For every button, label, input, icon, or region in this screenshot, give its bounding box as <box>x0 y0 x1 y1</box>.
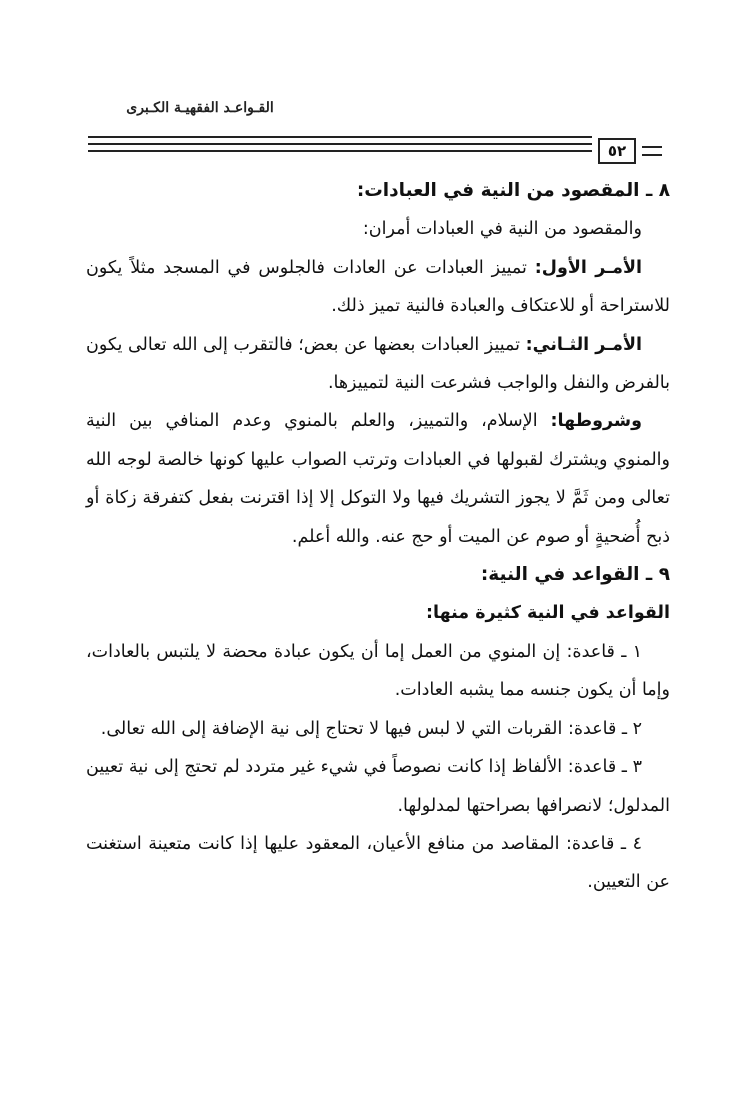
first-matter-paragraph <box>86 249 670 326</box>
rule-text: القربات التي لا لبس فيها لا تحتاج إلى نية الإضافة إلى الله تعالى. <box>100 718 563 739</box>
header-rule <box>88 143 592 145</box>
rule-paragraph <box>86 748 670 825</box>
rule-paragraph <box>86 825 670 902</box>
section-8-intro: والمقصود من النية في العبادات أمران: <box>362 219 642 240</box>
header-rule <box>88 136 592 138</box>
rule-text: المقاصد من منافع الأعيان، المعقود عليها إذا كانت متعينة استغنت عن التعيين. <box>86 833 670 893</box>
first-matter-label: الأمـر الأول: <box>534 257 642 278</box>
rule-text: إن المنوي من العمل إما أن يكون عبادة محضة لا يلتبس بالعادات، وإما أن يكون جنسه مما يشبه العادات. <box>86 641 670 701</box>
section-9-heading: ٩ ـ القواعد في النية: <box>480 564 670 586</box>
second-matter-label: الأمـر الثـاني: <box>525 334 642 355</box>
rule-label: ٣ ـ قاعدة: <box>567 757 642 778</box>
section-9-intro: القواعد في النية كثيرة منها: <box>426 603 670 624</box>
rule-paragraph <box>86 633 670 710</box>
header-rule <box>88 150 592 152</box>
conditions-text: الإسلام، والتمييز، والعلم بالمنوي وعدم المنافي بين النية والمنوي ويشترك لقبولها في العبادات وترتب الصواب عليها كونها خالصة لوجه الله تعالى ومن ثَمَّ لا يجوز التشريك فيها ولا التوكل إلا إذا اقترنت بفعل كتفرقة زكاة أو ذبح أُضحيةٍ أو صوم عن الميت أو حج عنه. والله أعلم. <box>86 411 670 547</box>
second-matter-paragraph <box>86 326 670 403</box>
running-title: القـواعـد الفقهيـة الكـبرى <box>126 100 274 116</box>
page-number-ornament <box>642 146 662 148</box>
first-matter-text: تمييز العبادات عن العادات فالجلوس في المسجد مثلاً يكون للاستراحة أو للاعتكاف والعبادة فالنية تميز ذلك. <box>86 257 670 317</box>
conditions-paragraph <box>86 402 670 556</box>
section-8-heading: ٨ ـ المقصود من النية في العبادات: <box>356 180 670 201</box>
page-number: ٥٢ <box>598 138 636 164</box>
conditions-label: وشروطها: <box>550 411 642 432</box>
rule-text: الألفاظ إذا كانت نصوصاً في شيء غير متردد لم تحتج إلى نية تعيين المدلول؛ لانصرافها بصراحتها لمدلولها. <box>86 757 670 816</box>
rule-label: ٢ ـ قاعدة: <box>567 718 642 739</box>
second-matter-text: تمييز العبادات بعضها عن بعض؛ فالتقرب إلى الله تعالى يكون بالفرض والنفل والواجب فشرعت النية لتمييزها. <box>85 334 670 394</box>
rule-paragraph <box>86 710 670 748</box>
rule-label: ٤ ـ قاعدة: <box>565 833 642 854</box>
rule-label: ١ ـ قاعدة: <box>566 641 642 662</box>
page-body <box>86 172 670 902</box>
page-number-ornament <box>642 154 662 156</box>
